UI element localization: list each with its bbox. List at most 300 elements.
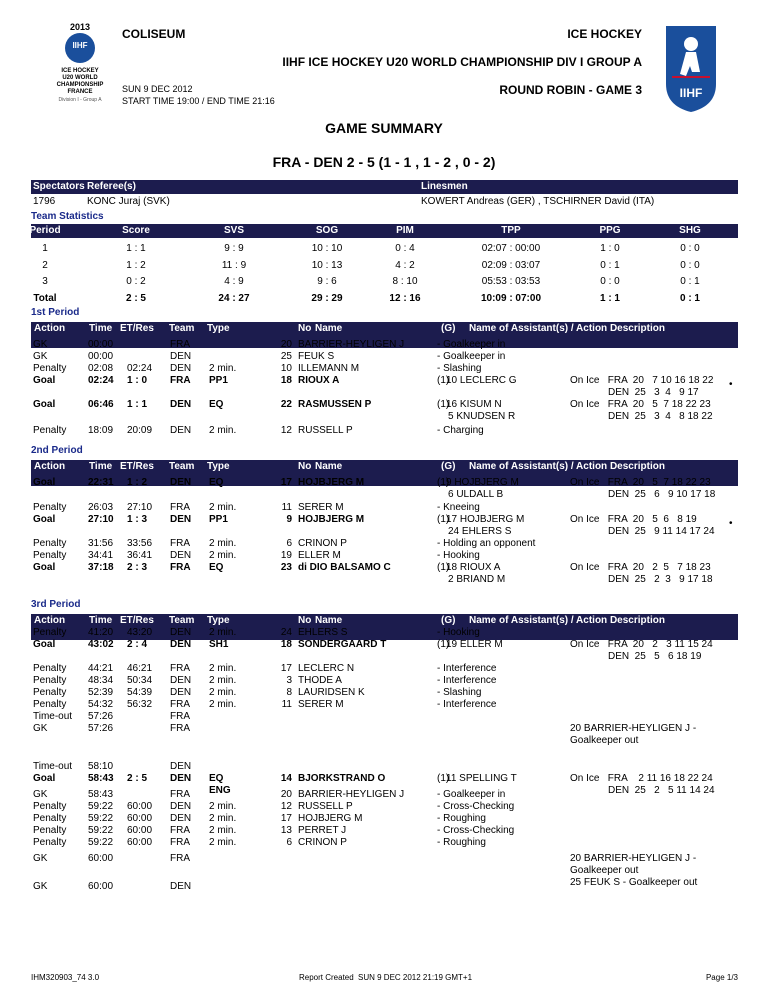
logo-line3: CHAMPIONSHIP <box>56 82 104 88</box>
row-time: 59:22 <box>88 813 114 824</box>
stats-col-header: SVS <box>223 225 244 236</box>
stats-cell: 02:09 : 03:07 <box>481 259 541 271</box>
row-etres: 1 : 1 <box>127 399 148 410</box>
row-action: Penalty <box>33 538 67 549</box>
action-row <box>0 550 768 562</box>
row-team: DEN <box>170 514 192 525</box>
row-description: - Holding an opponent <box>437 538 536 549</box>
document-id: IHM320903_74 3.0 <box>31 973 100 982</box>
stats-cell: Total <box>33 292 57 304</box>
championship-title: IIHF ICE HOCKEY U20 WORLD CHAMPIONSHIP DIV I GROUP A <box>282 55 642 69</box>
row-on-ice: Goalkeeper out <box>570 735 639 746</box>
row-number: 25 <box>280 351 292 362</box>
row-time: 44:21 <box>88 663 114 674</box>
row-team: DEN <box>170 550 192 561</box>
action-row <box>0 514 768 537</box>
row-time: 59:22 <box>88 825 114 836</box>
row-action: Penalty <box>33 825 67 836</box>
row-on-ice: On Ice FRA 20 5 7 18 22 23 <box>570 399 711 410</box>
row-team: FRA <box>170 699 190 710</box>
row-name: EHLERS S <box>298 627 348 638</box>
score-line: FRA - DEN 2 - 5 (1 - 1 , 1 - 2 , 0 - 2) <box>272 154 496 170</box>
row-time: 26:03 <box>88 502 114 513</box>
row-number: 6 <box>286 538 292 549</box>
row-number: 6 <box>286 837 292 848</box>
action-row <box>0 711 768 723</box>
row-etres: 20:09 <box>127 425 153 436</box>
row-type: 2 min. <box>209 425 237 436</box>
action-col-no: No <box>298 323 312 334</box>
row-description: - Slashing <box>437 363 482 374</box>
row-team: DEN <box>170 801 192 812</box>
row-time: 22:31 <box>88 477 114 488</box>
row-action: Penalty <box>33 699 67 710</box>
row-etres: 33:56 <box>127 538 153 549</box>
row-time: 41:20 <box>88 627 114 638</box>
action-col-g: (G) <box>441 615 456 626</box>
action-col-action: Action <box>34 323 66 334</box>
row-name: FEUK S <box>298 351 335 362</box>
row-action: Penalty <box>33 687 67 698</box>
row-action: Penalty <box>33 425 67 436</box>
action-row <box>0 425 768 437</box>
stats-col-header: TPP <box>501 225 521 236</box>
row-goal-count: (1) <box>437 562 450 573</box>
row-description: - Hooking <box>437 550 480 561</box>
row-number: 12 <box>280 425 292 436</box>
row-action: Goal <box>33 514 56 525</box>
row-number: 3 <box>286 675 292 686</box>
row-name: CRINON P <box>298 837 347 848</box>
stats-cell: 1 : 1 <box>599 292 620 304</box>
row-time: 06:46 <box>88 399 114 410</box>
row-time: 60:00 <box>88 853 114 864</box>
stats-cell: 0 : 1 <box>680 276 700 287</box>
row-action: Penalty <box>33 550 67 561</box>
row-time: 43:02 <box>88 639 114 650</box>
stats-cell: 4 : 9 <box>224 276 244 287</box>
stats-cell: 0 : 0 <box>600 276 620 287</box>
stats-cell: 10 : 13 <box>311 259 343 271</box>
row-type: 2 min. <box>209 825 237 836</box>
action-row <box>0 663 768 675</box>
action-row <box>0 761 768 773</box>
stats-cell: 0 : 2 <box>126 276 146 287</box>
action-row <box>0 881 768 893</box>
row-number: 22 <box>280 399 292 410</box>
row-type-2: ENG <box>209 785 231 796</box>
row-team: DEN <box>170 761 192 772</box>
stats-cell: 05:53 : 03:53 <box>481 276 541 287</box>
row-action: Goal <box>33 399 56 410</box>
action-row <box>0 639 768 662</box>
row-team: DEN <box>170 627 192 638</box>
row-name: SERER M <box>298 502 344 513</box>
action-col-name: Name <box>315 323 343 334</box>
row-etres: 43:20 <box>127 627 153 638</box>
row-etres: 1 : 3 <box>127 514 148 525</box>
row-description: 6 ULDALL B <box>448 489 504 500</box>
row-description: 5 KNUDSEN R <box>448 411 516 422</box>
row-action: GK <box>33 789 48 800</box>
row-time: 02:08 <box>88 363 114 374</box>
row-type: 2 min. <box>209 801 237 812</box>
action-row <box>0 687 768 699</box>
stats-cell: 1 : 0 <box>600 243 620 254</box>
stats-cell: 24 : 27 <box>218 292 250 304</box>
row-goal-count: (1) <box>437 477 450 488</box>
action-col-desc: Name of Assistant(s) / Action Description <box>469 323 665 334</box>
row-etres: 54:39 <box>127 687 153 698</box>
row-time: 58:43 <box>88 773 114 784</box>
row-time: 37:18 <box>88 562 114 573</box>
row-team: FRA <box>170 538 190 549</box>
row-name: RUSSELL P <box>298 425 353 436</box>
row-name: PERRET J <box>298 825 347 836</box>
team-stats-header <box>31 224 738 238</box>
action-row <box>0 699 768 711</box>
action-row <box>0 723 768 746</box>
row-etres: 2 : 3 <box>127 562 148 573</box>
row-number: 17 <box>280 813 292 824</box>
row-description: 24 EHLERS S <box>448 526 512 537</box>
row-team: DEN <box>170 813 192 824</box>
logo-line2: U20 WORLD <box>62 75 98 81</box>
iihf-logo <box>662 22 720 114</box>
logo-line5: Division I - Group A <box>58 97 102 103</box>
row-type: 2 min. <box>209 675 237 686</box>
action-col-action: Action <box>34 461 66 472</box>
row-time: 34:41 <box>88 550 114 561</box>
action-col-team: Team <box>169 461 195 472</box>
officials-bar <box>31 180 738 194</box>
game-times: START TIME 19:00 / END TIME 21:16 <box>122 96 275 106</box>
row-etres: 56:32 <box>127 699 153 710</box>
row-name: BARRIER-HEYLIGEN J <box>298 789 405 800</box>
row-team: DEN <box>170 675 192 686</box>
stats-cell: 0 : 1 <box>600 259 620 271</box>
action-col-no: No <box>298 461 312 472</box>
row-description: 11 SPELLING T <box>446 773 517 784</box>
row-description: - Interference <box>437 663 497 674</box>
row-time: 48:34 <box>88 675 114 686</box>
row-etres: 1 : 2 <box>127 477 148 488</box>
footnote-star-icon: • <box>729 379 733 390</box>
row-number: 11 <box>281 699 292 710</box>
stats-col-header: PIM <box>396 225 414 236</box>
row-description: - Interference <box>437 675 497 686</box>
row-time: 58:10 <box>88 761 114 772</box>
stats-cell: 9 : 6 <box>317 276 337 287</box>
row-name: ILLEMANN M <box>298 363 360 374</box>
action-col-no: No <box>298 615 312 626</box>
row-number: 23 <box>280 562 292 573</box>
row-on-ice: On Ice FRA 20 2 5 7 18 23 <box>570 562 711 573</box>
iihf-shield-icon <box>662 22 720 114</box>
row-on-ice: DEN 25 5 6 18 19 <box>608 651 702 662</box>
stats-cell: 2 <box>42 259 48 271</box>
action-row <box>0 789 768 801</box>
action-row <box>0 351 768 363</box>
stats-col-header: Score <box>122 225 150 236</box>
action-row <box>0 538 768 550</box>
row-type: 2 min. <box>209 627 237 638</box>
row-action: Goal <box>33 477 56 488</box>
action-row <box>0 627 768 639</box>
stats-cell: 0 : 0 <box>680 259 700 271</box>
stats-cell: 10 : 10 <box>311 243 343 254</box>
stats-cell: 0 : 1 <box>679 292 700 304</box>
period-heading: 1st Period <box>31 307 80 318</box>
action-col-type: Type <box>207 615 230 626</box>
row-on-ice: DEN 25 2 3 9 17 18 <box>608 574 713 585</box>
period-heading: 3rd Period <box>31 599 81 610</box>
row-team: FRA <box>170 339 190 350</box>
sport: ICE HOCKEY <box>567 27 642 41</box>
row-time: 18:09 <box>88 425 114 436</box>
row-type: PP1 <box>209 514 228 525</box>
championship-logo <box>50 22 110 114</box>
row-action: Penalty <box>33 801 67 812</box>
row-name: ELLER M <box>298 550 341 561</box>
row-action: Goal <box>33 773 56 784</box>
row-time: 31:56 <box>88 538 114 549</box>
stats-cell: 10:09 : 07:00 <box>480 292 542 304</box>
team-stats-heading: Team Statistics <box>31 211 104 222</box>
game-date: SUN 9 DEC 2012 <box>122 84 193 94</box>
page-title: GAME SUMMARY <box>325 120 443 136</box>
row-etres: 50:34 <box>127 675 153 686</box>
row-action: Penalty <box>33 627 67 638</box>
row-time: 52:39 <box>88 687 114 698</box>
venue: COLISEUM <box>122 27 186 41</box>
row-action: Penalty <box>33 363 67 374</box>
row-time: 57:26 <box>88 723 114 734</box>
row-description: 2 BRIAND M <box>448 574 506 585</box>
row-time: 02:24 <box>88 375 114 386</box>
action-row <box>0 801 768 813</box>
row-name: HOJBJERG M <box>298 813 363 824</box>
row-etres: 60:00 <box>127 801 153 812</box>
referees-label: Referee(s) <box>87 181 136 192</box>
row-on-ice: 25 FEUK S - Goalkeeper out <box>570 877 698 888</box>
row-team: DEN <box>170 351 192 362</box>
action-row <box>0 825 768 837</box>
action-row <box>0 502 768 514</box>
page-number: Page 1/3 <box>705 973 738 982</box>
row-on-ice: Goalkeeper out <box>570 865 639 876</box>
row-action: GK <box>33 881 48 892</box>
logo-line4: FRANCE <box>67 89 93 95</box>
action-row <box>0 813 768 825</box>
row-team: DEN <box>170 425 192 436</box>
row-etres: 60:00 <box>127 825 153 836</box>
row-name: SERER M <box>298 699 344 710</box>
row-description: - Goalkeeper in <box>437 339 506 350</box>
row-name: HOJBJERG M <box>298 477 365 488</box>
row-team: FRA <box>170 562 191 573</box>
iihf-logo-text: IIHF <box>679 86 703 100</box>
row-number: 20 <box>280 789 292 800</box>
row-on-ice: 20 BARRIER-HEYLIGEN J - <box>570 853 697 864</box>
action-col-team: Team <box>169 615 195 626</box>
row-time: 00:00 <box>88 351 114 362</box>
row-number: 8 <box>286 687 292 698</box>
row-name: SONDERGAARD T <box>298 639 387 650</box>
row-name: RASMUSSEN P <box>298 399 372 410</box>
row-description: - Cross-Checking <box>437 801 515 812</box>
row-team: FRA <box>170 723 190 734</box>
row-type: 2 min. <box>209 538 237 549</box>
row-on-ice: On Ice FRA 20 5 7 18 22 23 <box>570 477 711 488</box>
row-description: - Goalkeeper in <box>437 789 506 800</box>
row-description: - Charging <box>437 425 484 436</box>
row-number: 10 <box>280 363 292 374</box>
row-type: EQ <box>209 477 224 488</box>
action-col-etres: ET/Res <box>120 615 154 626</box>
row-team: FRA <box>170 825 190 836</box>
row-etres: 2 : 4 <box>127 639 148 650</box>
footnote-star-icon: • <box>729 518 733 529</box>
action-col-action: Action <box>34 615 66 626</box>
row-type: EQ <box>209 399 224 410</box>
action-col-time: Time <box>89 323 113 334</box>
row-action: Penalty <box>33 663 67 674</box>
row-number: 20 <box>280 339 292 350</box>
stats-cell: 8 : 10 <box>392 276 418 287</box>
row-etres: 2 : 5 <box>127 773 148 784</box>
row-description: 18 RIOUX A <box>446 562 501 573</box>
row-number: 17 <box>280 477 292 488</box>
action-row <box>0 399 768 422</box>
row-goal-count: (1) <box>437 773 450 784</box>
row-time: 59:22 <box>88 801 114 812</box>
stats-cell: 3 <box>42 276 48 287</box>
action-row <box>0 363 768 375</box>
row-number: 14 <box>280 773 292 784</box>
stats-col-header: PPG <box>599 225 621 236</box>
row-description: - Goalkeeper in <box>437 351 506 362</box>
row-description: 17 HOJBJERG M <box>446 514 525 525</box>
stats-cell: 0 : 4 <box>395 243 415 254</box>
spectators-value: 1796 <box>33 196 56 207</box>
row-action: GK <box>33 853 48 864</box>
stats-col-header: Period <box>29 225 61 236</box>
row-action: Penalty <box>33 837 67 848</box>
row-number: 11 <box>281 502 292 513</box>
row-name: THODE A <box>298 675 342 686</box>
row-action: Time-out <box>33 761 73 772</box>
row-action: GK <box>33 723 48 734</box>
row-description: - Kneeing <box>437 502 480 513</box>
row-team: DEN <box>170 477 192 488</box>
row-time: 59:22 <box>88 837 114 848</box>
row-etres: 60:00 <box>127 837 153 848</box>
logo-year: 2013 <box>69 22 91 32</box>
row-action: Penalty <box>33 675 67 686</box>
linesmen-label: Linesmen <box>421 181 468 192</box>
stats-cell: 1 : 1 <box>126 243 146 254</box>
row-on-ice: DEN 25 6 9 10 17 18 <box>608 489 716 500</box>
row-description: 10 LECLERC G <box>446 375 517 386</box>
row-goal-count: (1) <box>437 375 450 386</box>
action-col-etres: ET/Res <box>120 461 154 472</box>
action-row <box>0 339 768 351</box>
linesmen-value: KOWERT Andreas (GER) , TSCHIRNER David (ITA) <box>421 196 655 207</box>
referees-value: KONC Juraj (SVK) <box>87 196 170 207</box>
spectators-label: Spectators <box>33 181 85 192</box>
row-name: CRINON P <box>298 538 347 549</box>
row-etres: 46:21 <box>127 663 153 674</box>
row-on-ice: DEN 25 2 5 11 14 24 <box>608 785 715 796</box>
row-team: DEN <box>170 881 192 892</box>
action-col-time: Time <box>89 461 113 472</box>
row-on-ice: On Ice FRA 20 2 3 11 15 24 <box>570 639 713 650</box>
row-action: Goal <box>33 639 56 650</box>
row-etres: 60:00 <box>127 813 153 824</box>
row-goal-count: (1) <box>437 639 450 650</box>
stats-cell: 1 : 2 <box>126 259 146 271</box>
action-col-type: Type <box>207 323 230 334</box>
action-row <box>0 562 768 585</box>
row-on-ice: 20 BARRIER-HEYLIGEN J - <box>570 723 697 734</box>
row-description: - Roughing <box>437 813 486 824</box>
row-time: 27:10 <box>88 514 114 525</box>
row-description: - Interference <box>437 699 497 710</box>
stats-col-header: SHG <box>679 225 701 236</box>
row-description: - Slashing <box>437 687 482 698</box>
action-col-type: Type <box>207 461 230 472</box>
row-name: LECLERC N <box>298 663 355 674</box>
stats-col-header: SOG <box>315 225 339 236</box>
action-row <box>0 477 768 500</box>
row-goal-count: (1) <box>437 399 450 410</box>
action-col-etres: ET/Res <box>120 323 154 334</box>
stats-cell: 12 : 16 <box>389 292 421 304</box>
row-description: 19 ELLER M <box>446 639 503 650</box>
action-col-desc: Name of Assistant(s) / Action Description <box>469 461 665 472</box>
row-description: - Cross-Checking <box>437 825 515 836</box>
action-col-name: Name <box>315 615 343 626</box>
row-on-ice: On Ice FRA 20 5 6 8 19 <box>570 514 697 525</box>
report-created-label: Report Created <box>299 973 354 982</box>
row-time: 58:43 <box>88 789 114 800</box>
row-on-ice: DEN 25 3 4 8 18 22 <box>608 411 713 422</box>
row-team: FRA <box>170 502 190 513</box>
stats-cell: 2 : 5 <box>125 292 146 304</box>
row-team: FRA <box>170 663 190 674</box>
row-description: 9 HOJBJERG M <box>446 477 519 488</box>
action-row <box>0 375 768 398</box>
row-goal-count: (1) <box>437 514 450 525</box>
game-label: ROUND ROBIN - GAME 3 <box>499 83 642 97</box>
action-col-team: Team <box>169 323 195 334</box>
row-team: FRA <box>170 789 190 800</box>
row-type: 2 min. <box>209 837 237 848</box>
row-action: GK <box>33 351 48 362</box>
row-team: FRA <box>170 711 190 722</box>
row-number: 18 <box>280 639 292 650</box>
stats-cell: 02:07 : 00:00 <box>481 243 541 254</box>
row-etres: 36:41 <box>127 550 153 561</box>
row-name: BJORKSTRAND O <box>298 773 386 784</box>
action-col-time: Time <box>89 615 113 626</box>
row-number: 9 <box>286 514 292 525</box>
row-on-ice: DEN 25 9 11 14 17 24 <box>608 526 715 537</box>
logo-brand: IIHF <box>72 41 88 50</box>
row-time: 57:26 <box>88 711 114 722</box>
row-type: 2 min. <box>209 699 237 710</box>
